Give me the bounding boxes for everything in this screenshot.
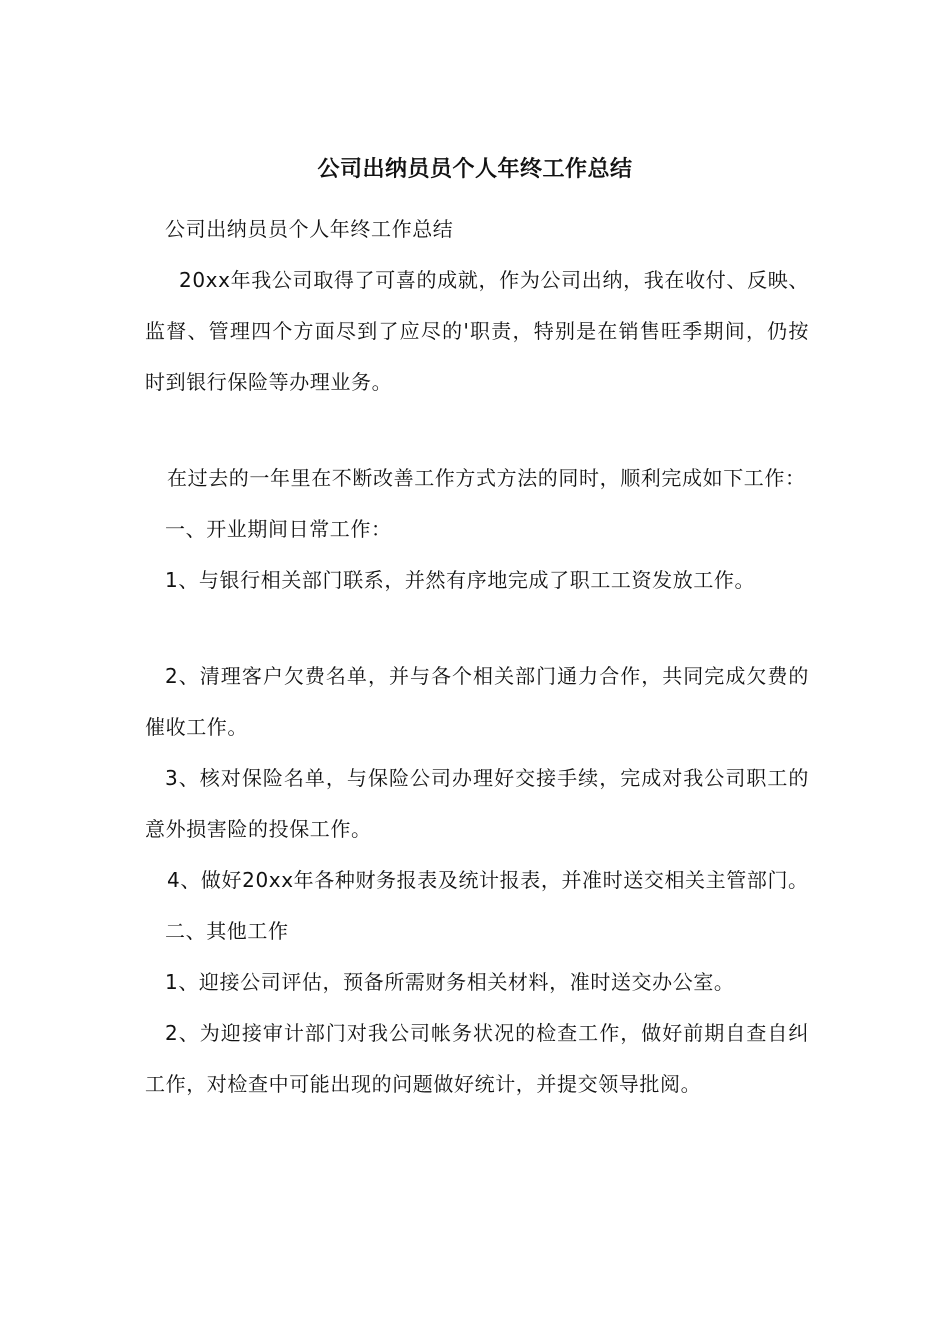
list-item-3: 3、核对保险名单，与保险公司办理好交接手续，完成对我公司职工的意外损害险的投保工作。 — [145, 766, 809, 841]
other-item-1: 1、迎接公司评估，预备所需财务相关材料，准时送交办公室。 — [165, 970, 735, 994]
document-body — [145, 204, 809, 1110]
list-item-1: 1、与银行相关部门联系，并然有序地完成了职工工资发放工作。 — [165, 568, 756, 592]
paragraph-subtitle: 公司出纳员员个人年终工作总结 — [165, 217, 454, 241]
list-item-2: 2、清理客户欠费名单，并与各个相关部门通力合作，共同完成欠费的催收工作。 — [145, 664, 809, 739]
paragraph-overview: 在过去的一年里在不断改善工作方式方法的同时，顺利完成如下工作： — [167, 466, 806, 490]
paragraph-spacer — [145, 408, 809, 453]
other-item-2: 2、为迎接审计部门对我公司帐务状况的检查工作，做好前期自查自纠工作，对检查中可能出现的问题做好统计，并提交领导批阅。 — [145, 1021, 809, 1096]
section-heading-other-work: 二、其他工作 — [165, 919, 289, 943]
section-heading-daily-work: 一、开业期间日常工作： — [165, 517, 392, 541]
document-title: 公司出纳员员个人年终工作总结 — [317, 157, 633, 182]
paragraph-spacer — [145, 606, 809, 651]
list-item-4: 4、做好20xx年各种财务报表及统计报表，并准时送交相关主管部门。 — [167, 868, 809, 892]
paragraph-intro: 20xx年我公司取得了可喜的成就，作为公司出纳，我在收付、反映、监督、管理四个方面尽到了应尽的'职责，特别是在销售旺季期间，仍按时到银行保险等办理业务。 — [145, 268, 809, 394]
